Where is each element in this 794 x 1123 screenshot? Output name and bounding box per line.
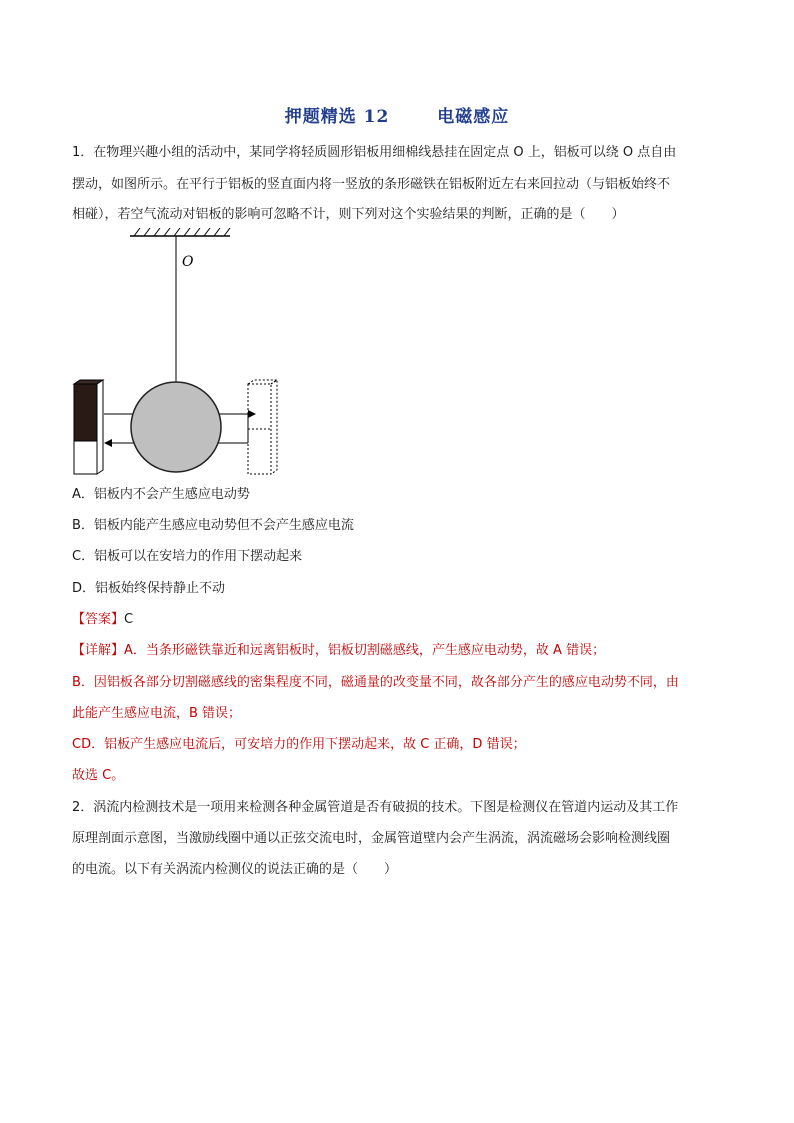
q2-line-1: 2．涡流内检测技术是一项用来检测各种金属管道是否有破损的技术。下图是检测仪在管道内运动及其工作 xyxy=(72,800,679,815)
q1-detail-first xyxy=(72,643,605,659)
q1-option-a: A．铝板内不会产生感应电动势 xyxy=(72,487,250,502)
magnet-side-face xyxy=(97,380,103,474)
arrow-left-head xyxy=(104,439,112,447)
q2-line-3: 的电流。以下有关涡流内检测仪的说法正确的是（ ） xyxy=(72,862,398,877)
q1-option-b: B．铝板内能产生感应电动势但不会产生感应电流 xyxy=(72,518,354,533)
q1-option-d: D．铝板始终保持静止不动 xyxy=(72,581,226,596)
q1-line-2: 摆动，如图所示。在平行于铝板的竖直面内将一竖放的条形磁铁在铝板附近左右来回拉动（与铝板始终不 xyxy=(72,177,671,192)
q1-detail-line-4: 故选 C。 xyxy=(72,768,125,783)
title-left: 押题精选 12 xyxy=(284,107,390,127)
q1-detail-line-3: CD．铝板产生感应电流后，可安培力的作用下摆动起来，故 C 正确，D 错误； xyxy=(72,737,526,752)
answer-value: C xyxy=(124,612,134,627)
q1-line-1: 1．在物理兴趣小组的活动中，某同学将轻质圆形铝板用细棉线悬挂在固定点 O 上，铝板可以绕 O 点自由 xyxy=(72,145,677,160)
magnet-north-half xyxy=(74,384,97,441)
pivot-label: O xyxy=(182,254,194,270)
q1-answer xyxy=(72,612,133,628)
magnet-ghost xyxy=(248,380,277,474)
q1-figure xyxy=(60,228,290,480)
title-right: 电磁感应 xyxy=(437,107,510,127)
q1-detail-line-2: 此能产生感应电流，B 错误； xyxy=(72,706,242,721)
q1-option-c: C．铝板可以在安培力的作用下摆动起来 xyxy=(72,549,303,564)
ceiling-hatch xyxy=(134,228,230,236)
q2-line-2: 原理剖面示意图，当激励线圈中通以正弦交流电时，金属管道壁内会产生涡流，涡流磁场会影响检测线圈 xyxy=(72,831,671,846)
detail-tag: 【详解】 xyxy=(72,643,125,658)
answer-tag: 【答案】 xyxy=(72,612,125,627)
q1-detail-line-1: B．因铝板各部分切割磁感线的密集程度不同，磁通量的改变量不同，故各部分产生的感应电动势不同，由 xyxy=(72,675,679,690)
detail-first-text: A．当条形磁铁靠近和远离铝板时，铝板切割磁感线，产生感应电动势，故 A 错误； xyxy=(124,643,606,658)
arrow-right-head xyxy=(248,410,256,418)
aluminum-disk xyxy=(131,382,221,472)
magnet-south-half xyxy=(74,441,97,474)
page-title xyxy=(0,102,794,127)
q1-line-3: 相碰），若空气流动对铝板的影响可忽略不计，则下列对这个实验结果的判断，正确的是（ ） xyxy=(72,207,625,222)
